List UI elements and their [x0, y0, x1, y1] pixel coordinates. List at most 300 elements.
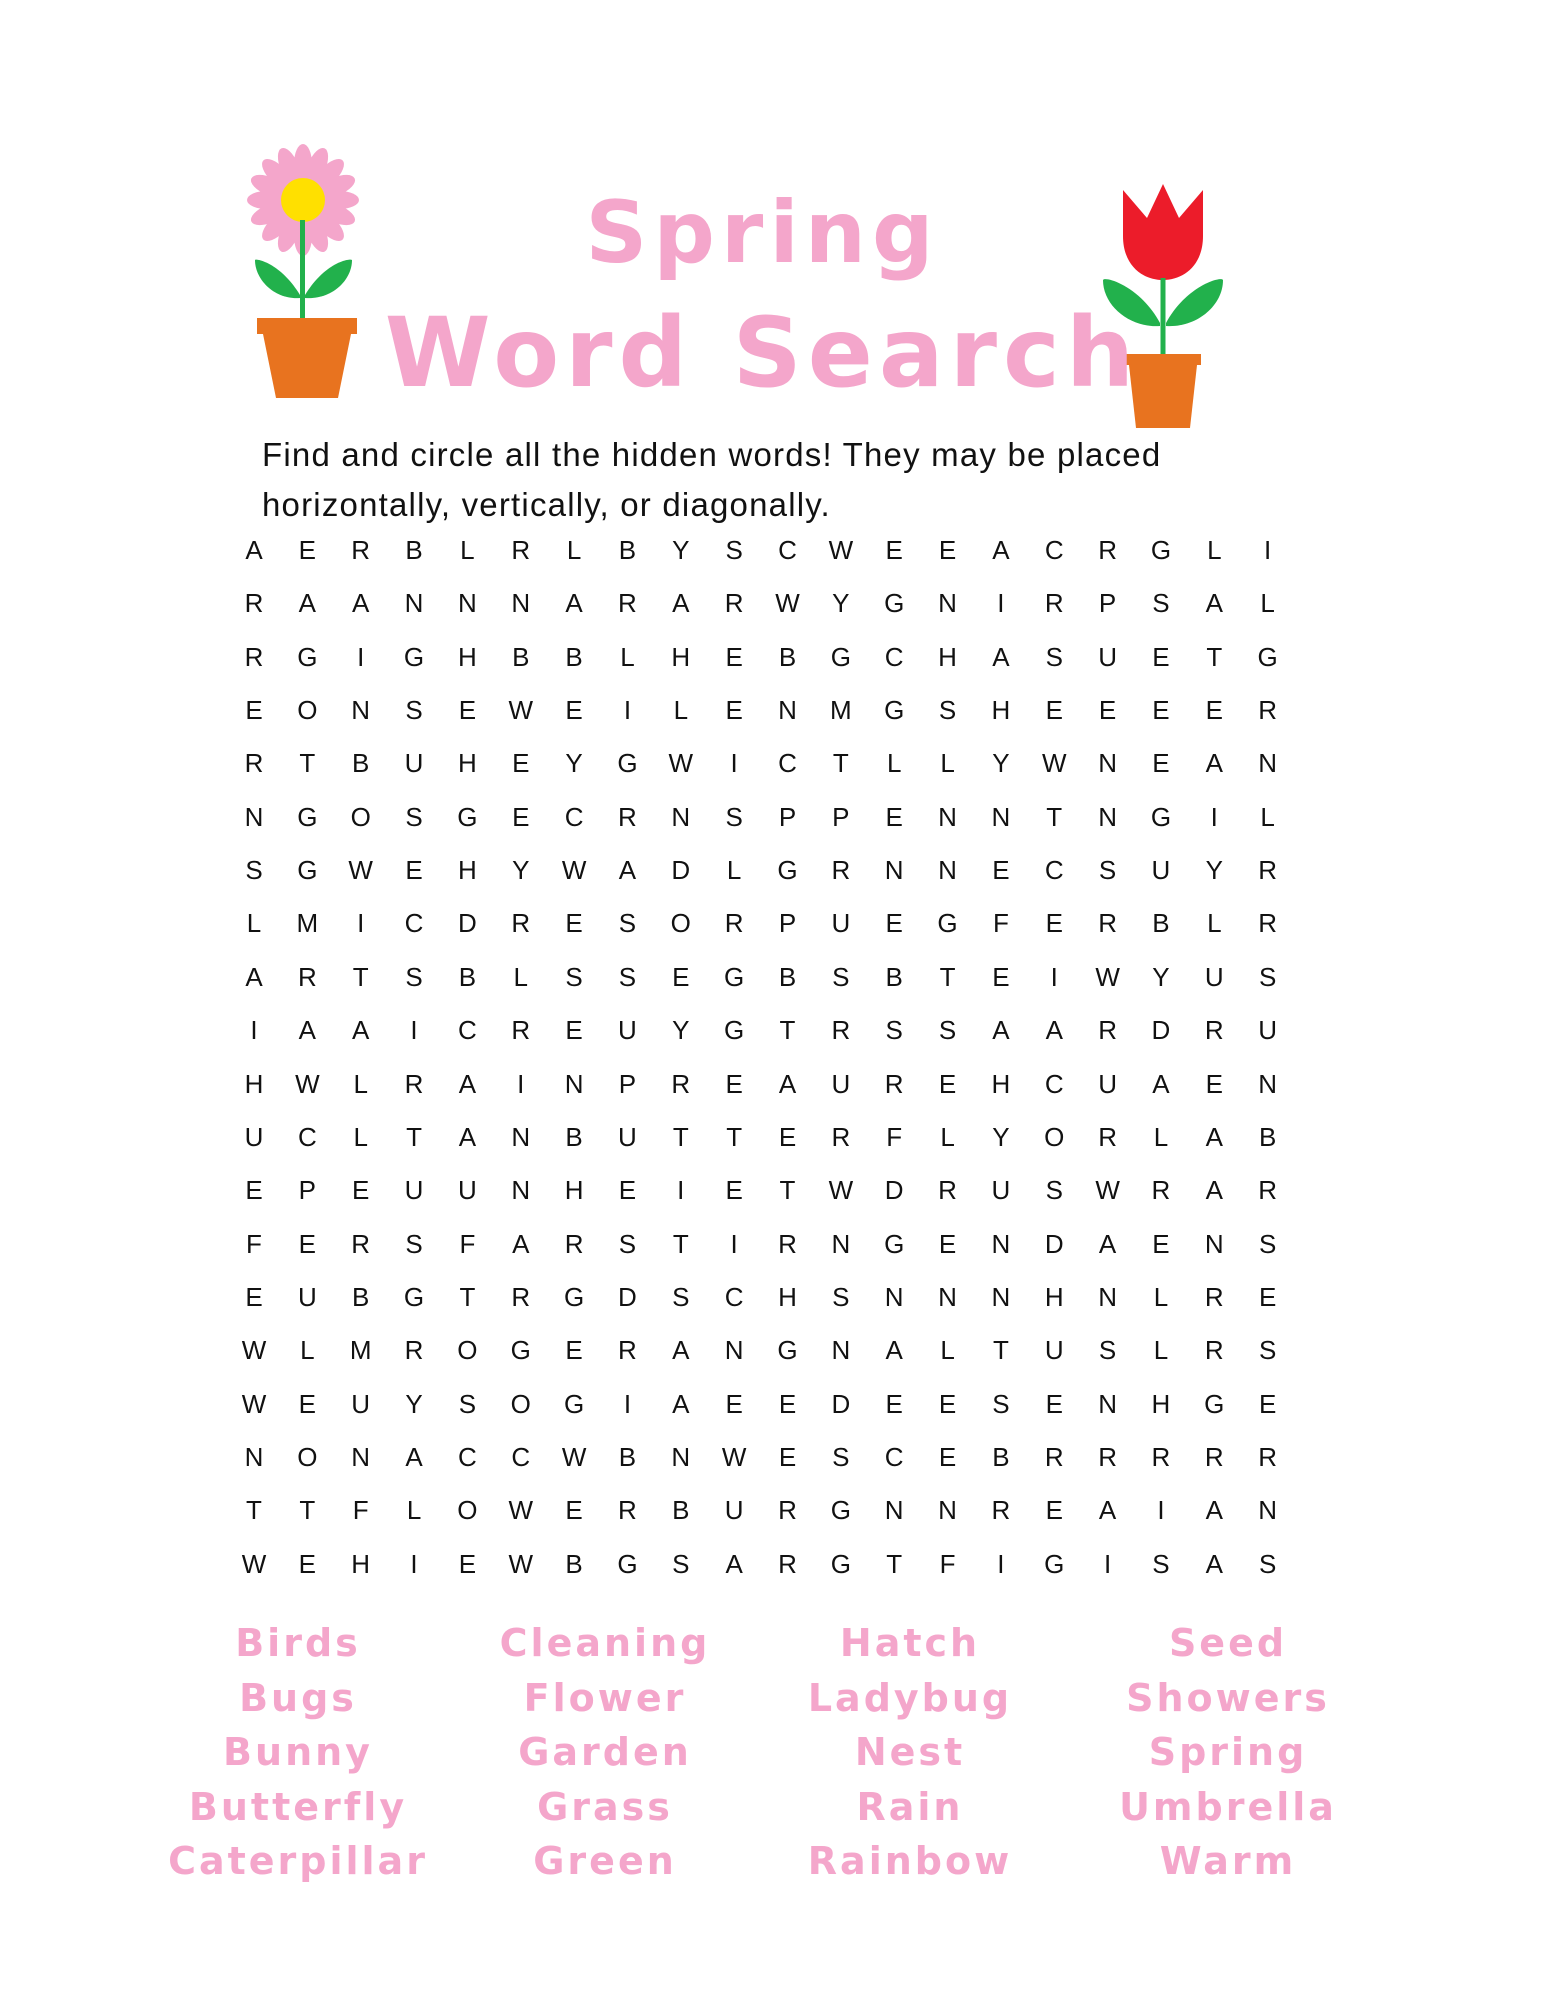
grid-letter: E	[298, 535, 317, 565]
grid-letter: C	[884, 641, 904, 672]
grid-letter: B	[565, 1121, 583, 1152]
grid-letter: S	[1098, 1335, 1117, 1366]
grid-letter: A	[405, 1441, 423, 1472]
grid-letter: T	[886, 1548, 903, 1579]
grid-letter: A	[672, 1335, 690, 1366]
grid-letter: L	[566, 535, 582, 565]
grid-letter: B	[565, 641, 583, 672]
grid-letter: A	[1205, 1495, 1223, 1526]
grid-letter: U	[1098, 641, 1117, 672]
grid-letter: L	[726, 855, 742, 886]
grid-letter: B	[618, 1441, 637, 1472]
grid-letter: S	[405, 801, 423, 832]
grid-letter: S	[672, 1548, 690, 1579]
grid-letter: I	[1264, 535, 1272, 565]
grid-letter: R	[1204, 1015, 1224, 1046]
grid-letter: U	[991, 1175, 1011, 1206]
grid-letter: N	[1258, 1495, 1278, 1526]
grid-letter: I	[517, 1068, 525, 1099]
grid-letter: S	[832, 961, 850, 992]
grid-letter: L	[1153, 1121, 1169, 1152]
grid-letter: U	[297, 1281, 317, 1312]
grid-letter: Y	[672, 1015, 690, 1046]
grid-letter: G	[937, 908, 958, 939]
grid-letter: I	[410, 1015, 418, 1046]
grid-letter: W	[561, 1441, 587, 1472]
grid-letter: L	[1260, 801, 1275, 832]
grid-letter: O	[510, 1388, 531, 1419]
grid-letter: F	[459, 1228, 476, 1259]
word-list-item: Birds	[235, 1621, 361, 1665]
grid-letter: C	[297, 1121, 317, 1152]
grid-letter: L	[1207, 908, 1222, 939]
grid-letter: S	[565, 961, 583, 992]
grid-letter: B	[352, 1281, 370, 1312]
grid-letter: L	[940, 748, 955, 779]
grid-letter: I	[730, 1228, 738, 1259]
grid-letter: L	[886, 748, 902, 779]
grid-letter: W	[241, 1335, 267, 1366]
grid-letter: S	[405, 961, 423, 992]
grid-letter: N	[671, 801, 691, 832]
grid-letter: I	[730, 748, 738, 779]
grid-letter: B	[992, 1441, 1010, 1472]
grid-letter: U	[724, 1495, 744, 1526]
grid-letter: N	[671, 1441, 691, 1472]
grid-letter: U	[618, 1121, 637, 1152]
grid-letter: E	[725, 1388, 743, 1419]
grid-letter: W	[508, 1495, 534, 1526]
grid-letter: A	[992, 535, 1010, 565]
grid-letter: Y	[565, 748, 583, 779]
grid-letter: I	[1157, 1495, 1165, 1526]
grid-letter: E	[1205, 1068, 1223, 1099]
grid-letter: N	[991, 1281, 1011, 1312]
grid-letter: L	[673, 695, 689, 726]
grid-letter: U	[1204, 961, 1224, 992]
grid-letter: R	[618, 588, 637, 619]
grid-letter: R	[511, 908, 531, 939]
grid-letter: A	[1205, 588, 1223, 619]
grid-letter: E	[672, 961, 690, 992]
grid-letter: L	[1207, 535, 1222, 565]
grid-letter: S	[1152, 588, 1170, 619]
title-line-spring: Spring	[585, 183, 940, 283]
grid-letter: N	[404, 588, 424, 619]
grid-letter: N	[938, 855, 957, 886]
grid-letter: E	[938, 1228, 957, 1259]
grid-letter: T	[832, 748, 849, 779]
grid-letter: L	[300, 1335, 315, 1366]
grid-letter: R	[778, 1228, 797, 1259]
grid-letter: W	[508, 1548, 534, 1579]
grid-letter: E	[885, 908, 903, 939]
word-list-item: Ladybug	[807, 1675, 1013, 1720]
grid-letter: E	[725, 1175, 743, 1206]
grid-letter: F	[886, 1121, 903, 1152]
grid-letter: L	[460, 535, 475, 565]
grid-letter: N	[831, 1228, 851, 1259]
grid-letter: L	[353, 1121, 368, 1152]
grid-letter: T	[779, 1015, 796, 1046]
grid-letter: R	[1258, 1175, 1278, 1206]
grid-letter: H	[991, 1068, 1011, 1099]
grid-letter: E	[245, 1175, 263, 1206]
grid-letter: Y	[405, 1388, 423, 1419]
grid-letter: G	[617, 1548, 638, 1579]
grid-letter: B	[778, 961, 797, 992]
grid-letter: S	[1045, 641, 1063, 672]
grid-letter: S	[618, 1228, 637, 1259]
grid-letter: A	[565, 588, 583, 619]
grid-letter: R	[1204, 1441, 1224, 1472]
grid-letter: R	[1258, 855, 1278, 886]
grid-letter: R	[831, 1121, 851, 1152]
grid-letter: N	[991, 1228, 1011, 1259]
grid-letter: R	[1258, 695, 1278, 726]
grid-letter: G	[457, 801, 478, 832]
word-list-item: Bunny	[223, 1730, 373, 1774]
grid-letter: C	[458, 1441, 477, 1472]
grid-letter: R	[618, 801, 637, 832]
grid-letter: R	[1098, 1441, 1117, 1472]
grid-letter: L	[1153, 1281, 1169, 1312]
grid-letter: T	[779, 1175, 796, 1206]
grid-letter: M	[349, 1335, 372, 1366]
word-list-item: Seed	[1168, 1621, 1288, 1665]
grid-letter: W	[721, 1441, 747, 1472]
grid-letter: N	[511, 1175, 531, 1206]
grid-letter: N	[938, 1281, 957, 1312]
grid-letter: C	[778, 535, 797, 565]
grid-letter: C	[404, 908, 424, 939]
grid-letter: E	[298, 1388, 317, 1419]
grid-letter: I	[357, 641, 365, 672]
word-list-item: Caterpillar	[168, 1839, 428, 1883]
grid-letter: G	[777, 855, 798, 886]
grid-letter: S	[672, 1281, 690, 1312]
grid-letter: D	[618, 1281, 637, 1312]
grid-letter: B	[512, 641, 530, 672]
grid-letter: R	[1044, 1441, 1064, 1472]
grid-letter: H	[1044, 1281, 1064, 1312]
grid-letter: R	[671, 1068, 691, 1099]
grid-letter: R	[404, 1068, 424, 1099]
grid-letter: H	[778, 1281, 797, 1312]
grid-letter: G	[297, 641, 318, 672]
grid-letter: A	[352, 588, 370, 619]
grid-letter: R	[1044, 588, 1064, 619]
grid-letter: L	[406, 1495, 422, 1526]
grid-letter: E	[1205, 695, 1223, 726]
grid-letter: C	[778, 748, 797, 779]
grid-letter: O	[457, 1335, 478, 1366]
grid-letter: L	[513, 961, 528, 992]
grid-letter: N	[938, 801, 957, 832]
grid-letter: H	[991, 695, 1011, 726]
grid-letter: B	[618, 535, 637, 565]
grid-letter: O	[297, 1441, 318, 1472]
grid-letter: A	[298, 1015, 317, 1046]
grid-letter: R	[1258, 1441, 1278, 1472]
grid-letter: T	[672, 1228, 689, 1259]
grid-letter: A	[672, 1388, 690, 1419]
grid-letter: N	[244, 801, 264, 832]
grid-letter: O	[297, 695, 318, 726]
grid-letter: T	[406, 1121, 422, 1152]
grid-letter: S	[1258, 961, 1277, 992]
grid-letter: R	[297, 961, 317, 992]
grid-letter: A	[778, 1068, 797, 1099]
grid-letter: E	[1152, 1228, 1170, 1259]
grid-letter: C	[511, 1441, 531, 1472]
grid-letter: A	[992, 1015, 1010, 1046]
grid-letter: G	[777, 1335, 798, 1366]
grid-letter: T	[939, 961, 956, 992]
grid-letter: Y	[512, 855, 530, 886]
grid-letter: R	[1098, 1121, 1117, 1152]
grid-letter: N	[1098, 1388, 1117, 1419]
grid-letter: S	[885, 1015, 903, 1046]
grid-letter: P	[1098, 588, 1117, 619]
grid-letter: U	[1098, 1068, 1117, 1099]
word-list-item: Nest	[854, 1730, 966, 1774]
grid-letter: N	[1098, 801, 1117, 832]
grid-letter: S	[1258, 1228, 1277, 1259]
grid-letter: R	[831, 855, 851, 886]
grid-letter: N	[351, 695, 371, 726]
grid-letter: C	[458, 1015, 477, 1046]
grid-letter: L	[1260, 588, 1275, 619]
grid-letter: W	[508, 695, 534, 726]
grid-letter: E	[618, 1175, 637, 1206]
grid-letter: Y	[1205, 855, 1223, 886]
grid-letter: D	[1044, 1228, 1064, 1259]
grid-letter: D	[884, 1175, 904, 1206]
grid-letter: A	[458, 1068, 477, 1099]
grid-letter: S	[938, 695, 957, 726]
grid-letter: R	[1151, 1441, 1171, 1472]
grid-letter: C	[884, 1441, 904, 1472]
grid-letter: H	[458, 641, 477, 672]
grid-letter: S	[725, 535, 743, 565]
grid-letter: Y	[992, 1121, 1010, 1152]
grid-letter: E	[1045, 1388, 1063, 1419]
grid-letter: E	[885, 1388, 903, 1419]
grid-letter: E	[725, 1068, 743, 1099]
grid-letter: S	[618, 908, 637, 939]
grid-letter: H	[458, 855, 477, 886]
grid-letter: W	[348, 855, 373, 886]
grid-letter: L	[246, 908, 262, 939]
grid-letter: A	[885, 1335, 903, 1366]
grid-letter: S	[458, 1388, 477, 1419]
grid-letter: W	[561, 855, 587, 886]
grid-letter: I	[357, 908, 365, 939]
grid-letter: H	[458, 748, 477, 779]
grid-letter: O	[457, 1495, 478, 1526]
grid-letter: I	[997, 588, 1005, 619]
grid-letter: U	[244, 1121, 264, 1152]
word-list-item: Spring	[1148, 1730, 1308, 1774]
word-list-item: Garden	[518, 1730, 692, 1774]
word-list-item: Butterfly	[188, 1784, 408, 1829]
grid-letter: N	[1098, 748, 1117, 779]
grid-letter: A	[1205, 1548, 1223, 1579]
grid-letter: A	[725, 1548, 743, 1579]
grid-letter: E	[992, 961, 1010, 992]
grid-letter: P	[298, 1175, 317, 1206]
grid-letter: W	[828, 535, 854, 565]
grid-letter: H	[1151, 1388, 1171, 1419]
grid-letter: Y	[672, 535, 690, 565]
grid-letter: E	[885, 801, 903, 832]
grid-letter: A	[1098, 1495, 1117, 1526]
grid-letter: W	[1095, 1175, 1120, 1206]
grid-letter: R	[884, 1068, 904, 1099]
grid-letter: E	[298, 1228, 317, 1259]
grid-letter: W	[828, 1175, 854, 1206]
word-list-item: Rainbow	[807, 1839, 1013, 1883]
grid-letter: N	[884, 1495, 904, 1526]
grid-letter: N	[938, 1495, 957, 1526]
grid-letter: R	[1098, 908, 1117, 939]
grid-letter: D	[458, 908, 477, 939]
grid-letter: T	[246, 1495, 262, 1526]
grid-letter: B	[1152, 908, 1170, 939]
grid-letter: A	[618, 855, 637, 886]
grid-letter: C	[1044, 855, 1064, 886]
grid-letter: E	[778, 1388, 797, 1419]
grid-letter: E	[458, 1548, 477, 1579]
grid-letter: R	[991, 1495, 1011, 1526]
grid-letter: E	[885, 535, 903, 565]
grid-letter: A	[245, 961, 263, 992]
grid-letter: E	[1258, 1388, 1277, 1419]
grid-letter: L	[940, 1121, 955, 1152]
grid-letter: U	[1044, 1335, 1064, 1366]
grid-letter: S	[1152, 1548, 1170, 1579]
grid-letter: I	[997, 1548, 1005, 1579]
grid-letter: T	[992, 1335, 1009, 1366]
word-list-item: Bugs	[239, 1675, 357, 1720]
grid-letter: R	[511, 1015, 531, 1046]
grid-letter: N	[778, 695, 797, 726]
grid-letter: G	[1257, 641, 1278, 672]
grid-letter: E	[1045, 1495, 1063, 1526]
grid-letter: T	[352, 961, 369, 992]
grid-letter: R	[724, 588, 744, 619]
grid-letter: W	[1041, 748, 1067, 779]
grid-letter: R	[724, 908, 744, 939]
grid-letter: S	[1045, 1175, 1063, 1206]
grid-letter: R	[831, 1015, 851, 1046]
grid-letter: R	[1258, 908, 1278, 939]
grid-letter: G	[830, 1495, 851, 1526]
grid-letter: E	[245, 695, 263, 726]
grid-letter: N	[511, 1121, 531, 1152]
grid-letter: R	[244, 748, 264, 779]
grid-letter: D	[1151, 1015, 1171, 1046]
grid-letter: N	[244, 1441, 264, 1472]
grid-letter: A	[672, 588, 690, 619]
grid-letter: A	[1152, 1068, 1170, 1099]
grid-letter: H	[671, 641, 691, 672]
grid-letter: A	[512, 1228, 530, 1259]
grid-letter: N	[1258, 1068, 1278, 1099]
grid-letter: W	[668, 748, 694, 779]
grid-letter: N	[724, 1335, 744, 1366]
grid-letter: E	[565, 908, 583, 939]
grid-letter: H	[351, 1548, 371, 1579]
grid-letter: E	[725, 641, 743, 672]
grid-letter: G	[724, 1015, 745, 1046]
grid-letter: S	[245, 855, 263, 886]
grid-letter: B	[352, 748, 370, 779]
grid-letter: B	[405, 535, 423, 565]
grid-letter: B	[672, 1495, 690, 1526]
grid-letter: R	[404, 1335, 424, 1366]
grid-letter: S	[992, 1388, 1010, 1419]
grid-letter: A	[1205, 1175, 1223, 1206]
grid-letter: L	[940, 1335, 955, 1366]
grid-letter: C	[1044, 535, 1064, 565]
grid-letter: S	[1258, 1548, 1277, 1579]
grid-letter: G	[1150, 535, 1172, 565]
grid-letter: A	[1205, 1121, 1223, 1152]
grid-letter: S	[1258, 1335, 1277, 1366]
grid-letter: R	[564, 1228, 584, 1259]
grid-letter: A	[298, 588, 317, 619]
word-list-item: Hatch	[839, 1621, 981, 1665]
grid-letter: H	[244, 1068, 264, 1099]
grid-letter: F	[246, 1228, 262, 1259]
grid-letter: G	[563, 1281, 585, 1312]
word-list-item: Green	[533, 1839, 677, 1883]
grid-letter: S	[405, 1228, 423, 1259]
grid-letter: A	[1205, 748, 1223, 779]
grid-letter: R	[244, 641, 264, 672]
grid-letter: M	[296, 908, 319, 939]
grid-letter: R	[351, 1228, 371, 1259]
grid-letter: C	[724, 1281, 744, 1312]
grid-letter: G	[1044, 1548, 1065, 1579]
grid-letter: M	[830, 695, 852, 726]
grid-letter: E	[1045, 695, 1063, 726]
grid-letter: P	[778, 908, 797, 939]
grid-letter: E	[565, 1495, 583, 1526]
grid-letter: I	[623, 1388, 632, 1419]
word-list-item: Warm	[1159, 1839, 1297, 1883]
grid-letter: S	[405, 695, 423, 726]
grid-letter: N	[884, 855, 904, 886]
grid-letter: B	[565, 1548, 583, 1579]
grid-letter: S	[832, 1281, 850, 1312]
grid-letter: N	[991, 801, 1011, 832]
grid-letter: E	[1152, 748, 1170, 779]
grid-letter: W	[241, 1548, 267, 1579]
grid-letter: R	[1098, 1015, 1117, 1046]
grid-letter: B	[458, 961, 477, 992]
grid-letter: E	[405, 855, 423, 886]
grid-letter: T	[672, 1121, 689, 1152]
grid-letter: Y	[992, 748, 1010, 779]
grid-letter: T	[459, 1281, 476, 1312]
grid-letter: U	[831, 908, 851, 939]
grid-letter: T	[299, 1495, 316, 1526]
grid-letter: I	[1050, 961, 1058, 992]
grid-letter: R	[938, 1175, 957, 1206]
